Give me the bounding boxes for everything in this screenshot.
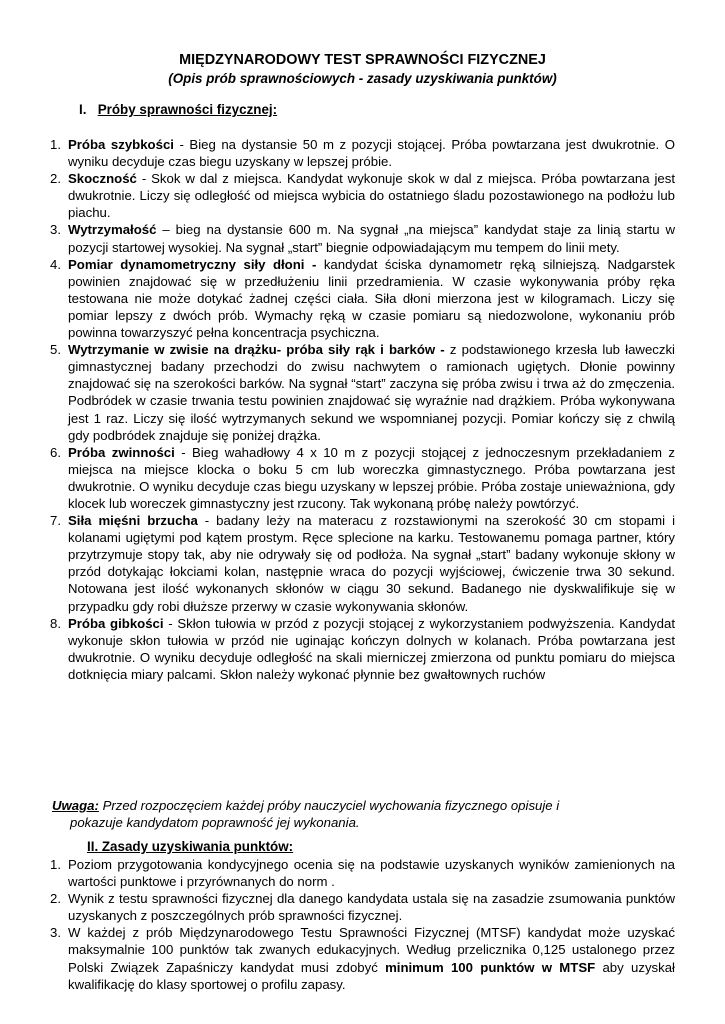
item-text: W każdej z prób Międzynarodowego Testu Sprawności Fizycznej (MTSF) kandydat może uzyskać maksymalnie 100 punktów tak zwanych edukacyjnych. Według przelicznika 0,125 ustalonego przez Polski Związek Zapaśniczy kandydat musi zdobyć — [68, 925, 675, 975]
item-title: Próba zwinności — [68, 444, 175, 460]
tests-list — [50, 136, 675, 683]
list-item — [50, 444, 675, 512]
list-item — [50, 890, 675, 924]
list-item — [50, 512, 675, 615]
section-2-heading: II. Zasady uzyskiwania punktów: — [87, 839, 294, 854]
item-number: 5. — [50, 342, 61, 358]
item-number: 6. — [50, 444, 61, 460]
section-1-heading — [79, 101, 277, 118]
item-title: Siła mięśni brzucha — [68, 513, 198, 529]
item-text: - Bieg na dystansie 50 m z pozycji stojącej. Próba powtarzana jest dwukrotnie. O wyniku decyduje czas biegu uzyskany w lepszej próbie. — [68, 137, 676, 170]
item-text: - badany leży na materacu z rozstawionymi na szerokość 30 cm stopami i kolanami ugiętymi pod kątem prostym. Ręce splecione na karku. Testowanemu pomaga partner, który przytrzymuje stopy tak, aby nie odrywały się od podłoża. Na sygnał „start” badany wykonuje skłony w przód dotykając łokciami kolan, następnie wraca do pozycji wyjściowej, ćwiczenie trwa 30 sekund. Notowana jest ilość wykonanych skłonów w ciągu 30 sekund. Badanego nie dyskwalifikuje się w przypadku gdy robi dłuższe przerwy w czasie wykonywania skłonów. — [68, 513, 676, 614]
item-text: - Bieg wahadłowy 4 x 10 m z pozycji stojącej z jednoczesnym przekładaniem z miejsca na miejsce klocka o boku 5 cm lub woreczka gimnastycznego. Próba powtarzana jest dwukrotnie. O wyniku decyduje czas biegu uzyskany w lepszej próbie. Próba zostaje unieważniona, gdy klocek lub woreczek gimnastyczny jest rzucony. Tak wykonaną próbę należy powtórzyć. — [68, 444, 675, 511]
item-title: Skoczność — [68, 171, 137, 187]
item-number: 1. — [50, 137, 61, 152]
list-item — [50, 136, 675, 170]
item-text: - Skok w dal z miejsca. Kandydat wykonuje skok w dal z miejsca. Próba powtarzana jest dwukrotnie. Liczy się odległość od miejsca wybicia do ostatniego śladu pozostawionego na podłożu lub piachu. — [68, 171, 675, 221]
item-text: Poziom przygotowania kondycyjnego ocenia się na podstawie uzyskanych wyników zamienionych na wartości punktowe i przyrównanych do norm . — [68, 857, 675, 890]
list-item — [50, 341, 675, 444]
item-title: Wytrzymanie w zwisie na drążku- próba siły rąk i barków - — [68, 342, 445, 358]
item-title: Próba gibkości — [68, 615, 164, 631]
item-emphasis: minimum 100 punktów w MTSF — [385, 959, 596, 975]
item-number: 3. — [50, 925, 61, 941]
item-text: z podstawionego krzesła lub ławeczki gimnastycznej badany przechodzi do zwisu nachwytem o ramionach ugiętych. Dłonie powinny znajdować się na szerokości barków. Na sygnał “start” zaczyna się próba zwisu i trwa aż do zmęczenia. Podbródek w czasie trwania testu powinien znajdować się wyraźnie nad drążkiem. Próba wykonywana jest 1 raz. Liczy się ilość wytrzymanych sekund we wspomnianej pozycji. Pomiar kończy się z chwilą gdy podbródek znajduje się poniżej drążka. — [68, 342, 675, 443]
item-number: 2. — [50, 891, 61, 907]
item-number: 8. — [50, 615, 61, 631]
item-number: 7. — [50, 513, 61, 529]
list-item — [50, 924, 675, 992]
item-text: Wynik z testu sprawności fizycznej dla danego kandydata ustala się na zasadzie zsumowania punktów uzyskanych z poszczególnych prób sprawności fizycznej. — [68, 891, 675, 924]
section-1-title: Próby sprawności fizycznej: — [97, 102, 278, 117]
list-item — [50, 221, 675, 255]
list-item — [50, 615, 675, 683]
item-text-tail: aby uzyskał kwalifikację do klasy sportowej o profilu zapasy. — [68, 959, 675, 992]
item-text: – bieg na dystansie 600 m. Na sygnał „na miejsca” kandydat staje za linią startu w pozycji startowej wysokiej. Na sygnał „start” biegnie odpowiadającym mu tempem do linii mety. — [68, 222, 675, 255]
list-item — [50, 256, 675, 341]
note-text: Przed rozpoczęciem każdej próby nauczyciel wychowania fizycznego opisuje i — [98, 798, 560, 813]
section-1-number: I. — [79, 102, 87, 117]
item-number: 1. — [50, 857, 61, 872]
list-item — [50, 856, 675, 890]
item-number: 2. — [50, 171, 61, 187]
page-subtitle: (Opis prób sprawnościowych - zasady uzyskiwania punktów) — [168, 71, 557, 86]
item-title: Próba szybkości — [68, 137, 174, 152]
note-label: Uwaga: — [52, 798, 99, 813]
item-number: 4. — [50, 256, 61, 272]
list-item — [50, 170, 675, 221]
rules-list — [50, 856, 675, 993]
page-title: MIĘDZYNARODOWY TEST SPRAWNOŚCI FIZYCZNEJ — [179, 52, 546, 68]
item-text: kandydat ściska dynamometr ręką silniejszą. Nadgarstek powinien znajdować się w przedłużeniu linii przedramienia. W czasie wykonywania próby ręka testowana nie może dotykać żadnej części ciała. Siła dłoni mierzona jest w kilogramach. Liczy się pomiar lepszy z dwóch prób. Wymachy ręką w czasie pomiaru są niedozwolone, wykonaniu prób powinna towarzyszyć pełna koncentracja psychiczna. — [68, 256, 675, 341]
item-title: Pomiar dynamometryczny siły dłoni - — [68, 256, 317, 272]
item-title: Wytrzymałość — [68, 222, 157, 238]
note-paragraph — [52, 797, 673, 831]
item-number: 3. — [50, 222, 61, 238]
note-text-continued: pokazuje kandydatom poprawność jej wykonania. — [70, 815, 360, 831]
item-text: - Skłon tułowia w przód z pozycji stojącej z wykorzystaniem podwyższenia. Kandydat wykonuje skłon tułowia w przód nie uginając kończyn dolnych w kolanach. Próba powtarzana jest dwukrotnie. O wyniku decyduje odległość na skali mierniczej zmierzona od punktu pomiaru do miejsca dotknięcia miary palcami. Skłon należy wykonać płynnie bez gwałtownych ruchów — [68, 615, 675, 682]
